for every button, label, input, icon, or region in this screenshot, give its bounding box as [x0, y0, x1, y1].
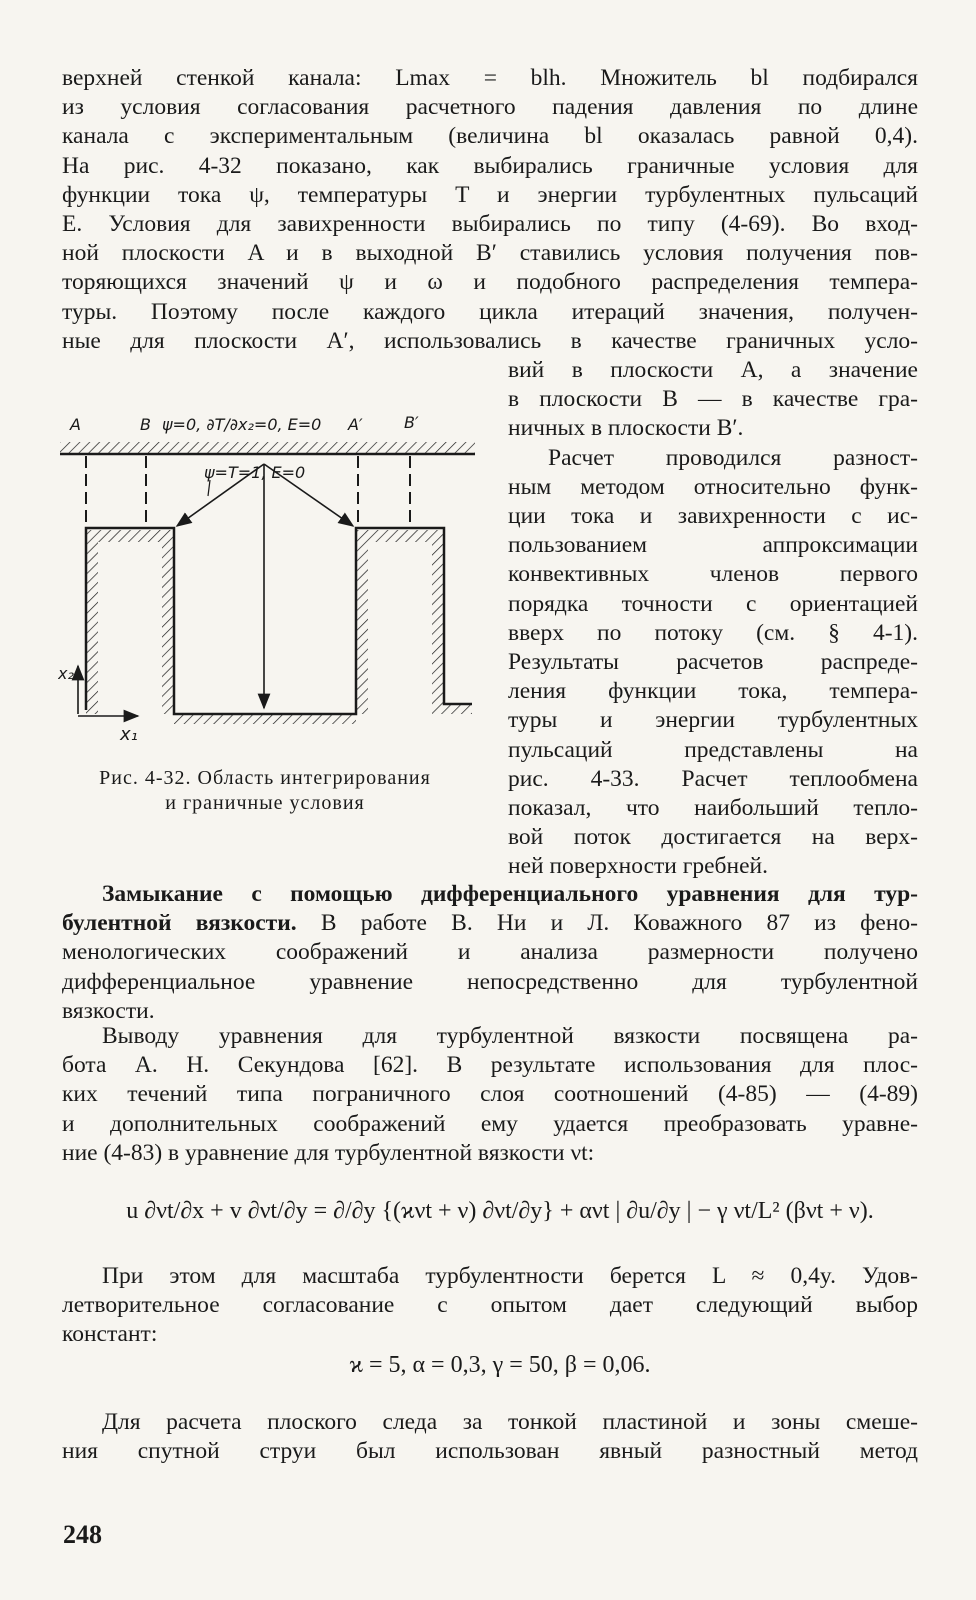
label-b: B	[140, 415, 151, 434]
inner-boundary-condition: ψ=T=1, E=0	[204, 463, 306, 482]
text-line: канала с экспериментальным (величина bl оказалась равной 0,4).	[62, 123, 918, 150]
text-line: На рис. 4-32 показано, как выбирались граничные условия для	[62, 152, 918, 179]
bottom-wall-hatch	[174, 714, 356, 724]
right-column-text	[508, 356, 918, 882]
turbulent-viscosity-equation: u ∂νt/∂x + v ∂νt/∂y = ∂/∂y {(ϰνt + ν) ∂νt/∂y} + ανt | ∂u/∂y | − γ νt/L² (βνt + ν).	[126, 1198, 874, 1224]
right-rib-hatch	[356, 530, 444, 542]
integration-domain-diagram	[58, 404, 488, 754]
scale-paragraph	[62, 1262, 918, 1350]
left-inner-hatch	[162, 542, 174, 714]
text-line: туры. Поэтому после каждого цикла итераций значения, получен-	[62, 298, 918, 325]
text-line: пользованием аппроксимации	[508, 532, 918, 559]
domain-boundary	[86, 528, 472, 714]
text-line: ления функции тока, темпера-	[508, 678, 918, 705]
text-line: менологических соображений и анализа размерности получено	[62, 939, 918, 966]
text-line: торяющихся значений ψ и ω и подобного распределения темпера-	[62, 269, 918, 296]
left-rib-hatch	[86, 530, 174, 542]
figure-caption	[60, 766, 470, 816]
text-line: Выводу уравнения для турбулентной вязкости посвящена ра-	[102, 1023, 918, 1049]
text-line: вий в плоскости A, а значение	[508, 357, 918, 383]
text-span: В работе В. Ни и Л. Коважного 87 из фено-	[296, 910, 918, 937]
text-line: ничных в плоскости B′.	[508, 415, 744, 442]
page-number: 248	[63, 1520, 102, 1549]
text-line	[62, 909, 918, 938]
text-line: летворительное согласование с опытом дает следующий выбор	[62, 1292, 918, 1319]
text-line: Для расчета плоского следа за тонкой пластиной и зоны смеше-	[102, 1409, 918, 1435]
axis-x1-label: x₁	[120, 724, 138, 745]
text-line: ции тока и завихренности с ис-	[508, 503, 918, 530]
text-line: вязкости.	[62, 997, 155, 1024]
text-line: пульсаций представлены на	[508, 736, 918, 763]
text-line: рис. 4-33. Расчет теплообмена	[508, 765, 918, 792]
constants-line: ϰ = 5, α = 0,3, γ = 50, β = 0,06.	[349, 1352, 651, 1378]
top-paragraph	[62, 64, 918, 356]
text-line: E. Условия для завихренности выбирались по типу (4-69). Во вход-	[62, 211, 918, 238]
text-line: конвективных членов первого	[508, 561, 918, 588]
text-line: дифференциальное уравнение непосредственно для турбулентной	[62, 968, 918, 995]
text-line: ной плоскости A и в выходной B′ ставились условия получения пов-	[62, 240, 918, 267]
text-line: вверх по потоку (см. § 4-1).	[508, 619, 918, 646]
text-line: При этом для масштаба турбулентности берется L ≈ 0,4y. Удов-	[102, 1263, 918, 1289]
text-line: ным методом относительно функ-	[508, 473, 918, 500]
bottom-right-hatch	[444, 704, 472, 714]
text-line: в плоскости B — в качестве гра-	[508, 386, 918, 413]
top-boundary-condition: ψ=0, ∂T/∂x₂=0, E=0	[162, 415, 322, 434]
text-line: ния спутной струи был использован явный разностный метод	[62, 1438, 918, 1465]
text-line: констант:	[62, 1321, 158, 1348]
caption-line: Рис. 4-32. Область интегрирования	[99, 767, 431, 789]
text-line: показал, что наибольший тепло-	[508, 795, 918, 822]
text-line: туры и энергии турбулентных	[508, 707, 918, 734]
text-line: вой поток достигается на верх-	[508, 824, 918, 851]
caption-line: и граничные условия	[165, 792, 365, 814]
text-line: порядка точности с ориентацией	[508, 590, 918, 617]
top-wall-hatch	[60, 442, 475, 454]
text-line: ней поверхности гребней.	[508, 853, 768, 880]
text-line: бота А. Н. Секундова [62]. В результате использования для плос-	[62, 1052, 918, 1079]
right-inner-hatch	[356, 542, 368, 714]
left-wall-hatch	[86, 542, 98, 714]
final-paragraph	[62, 1408, 918, 1466]
text-line: ние (4-83) в уравнение для турбулентной вязкости νt:	[62, 1139, 595, 1166]
section-heading-end: булентной вязкости.	[62, 910, 297, 937]
right-wall-hatch	[432, 542, 444, 714]
text-line: из условия согласования расчетного падения давления по длине	[62, 94, 918, 121]
closure-section	[62, 880, 918, 1026]
label-a: A	[70, 415, 81, 434]
text-line: Результаты расчетов распреде-	[508, 649, 918, 676]
text-line: верхней стенкой канала: Lmax = blh. Множитель bl подбирался	[62, 65, 918, 91]
sekundov-paragraph	[62, 1022, 918, 1168]
text-line: Расчет проводился разност-	[548, 444, 918, 471]
label-a-prime: A′	[348, 415, 363, 434]
section-heading: Замыкание с помощью дифференциального уравнения для тур-	[102, 881, 918, 907]
text-line: функции тока ψ, температуры T и энергии турбулентных пульсаций	[62, 181, 918, 208]
axis-x2-label: x₂	[58, 664, 74, 683]
label-b-prime: B′	[404, 413, 419, 432]
text-line: и дополнительных соображений ему удается преобразовать уравне-	[62, 1110, 918, 1137]
leader-line	[208, 480, 210, 496]
text-line: ких течений типа пограничного слоя соотношений (4-85) — (4-89)	[62, 1081, 918, 1108]
text-line: ные для плоскости A′, использовались в качестве граничных усло-	[62, 327, 918, 354]
